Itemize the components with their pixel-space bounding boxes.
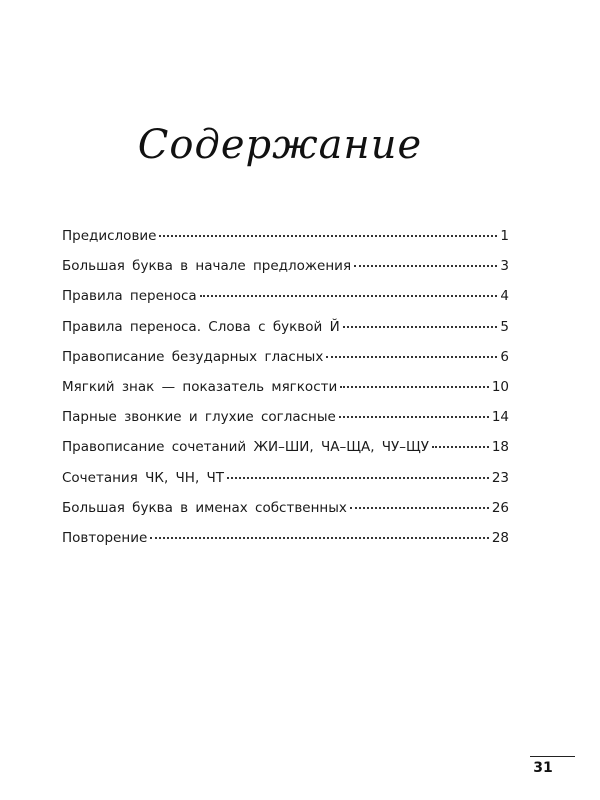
- toc-entry-page: 1: [500, 228, 509, 244]
- toc-entry: [62, 226, 509, 256]
- toc-entry-title: Сочетания ЧК, ЧН, ЧТ: [62, 469, 225, 486]
- toc-entry-title: Большая буква в начале предложения: [62, 258, 352, 275]
- toc-entry-page: 6: [500, 348, 509, 365]
- dot-leader: [339, 416, 489, 418]
- toc-entry-title: Большая буква в именах собственных: [62, 499, 347, 516]
- dot-leader: [350, 507, 489, 509]
- toc-entry-page: 18: [491, 439, 509, 456]
- toc-entry-page: 26: [491, 499, 509, 516]
- table-of-contents: [62, 226, 509, 558]
- toc-entry-page: 14: [491, 409, 509, 426]
- dot-leader: [200, 295, 498, 297]
- toc-entry-page: 5: [500, 318, 509, 335]
- dot-leader: [326, 356, 497, 358]
- toc-entry-page: 3: [500, 258, 509, 275]
- toc-entry-title: Предисловие: [62, 228, 157, 244]
- toc-entry-title: Правописание безударных гласных: [62, 348, 324, 365]
- dot-leader: [159, 235, 497, 237]
- toc-entry: [62, 498, 509, 528]
- page-number: 31: [533, 760, 553, 776]
- toc-entry: [62, 468, 509, 498]
- toc-entry-page: 4: [500, 288, 509, 305]
- toc-entry-page: 23: [491, 469, 509, 486]
- page-number-rule: [530, 756, 575, 757]
- toc-entry-title: Мягкий знак — показатель мягкости: [62, 378, 338, 395]
- toc-entry-title: Повторение: [62, 529, 148, 546]
- toc-entry: [62, 286, 509, 316]
- toc-entry-title: Парные звонкие и глухие согласные: [62, 409, 336, 426]
- toc-entry: [62, 377, 509, 407]
- toc-entry-title: Правила переноса. Слова с буквой Й: [62, 318, 340, 335]
- toc-entry-title: Правописание сочетаний ЖИ–ШИ, ЧА–ЩА, ЧУ–ЩУ: [62, 439, 430, 456]
- dot-leader: [150, 537, 489, 539]
- toc-entry: [62, 347, 509, 377]
- toc-entry-title: Правила переноса: [62, 288, 197, 305]
- toc-entry: [62, 317, 509, 347]
- dot-leader: [343, 326, 498, 328]
- dot-leader: [227, 477, 489, 479]
- toc-entry-page: 28: [491, 529, 509, 546]
- toc-entry: [62, 437, 509, 467]
- toc-entry: [62, 256, 509, 286]
- dot-leader: [354, 265, 497, 267]
- contents-heading: Содержание: [137, 122, 423, 168]
- dot-leader: [432, 446, 489, 448]
- toc-entry: [62, 407, 509, 437]
- toc-entry-page: 10: [491, 378, 509, 395]
- toc-entry: [62, 528, 509, 558]
- dot-leader: [340, 386, 489, 388]
